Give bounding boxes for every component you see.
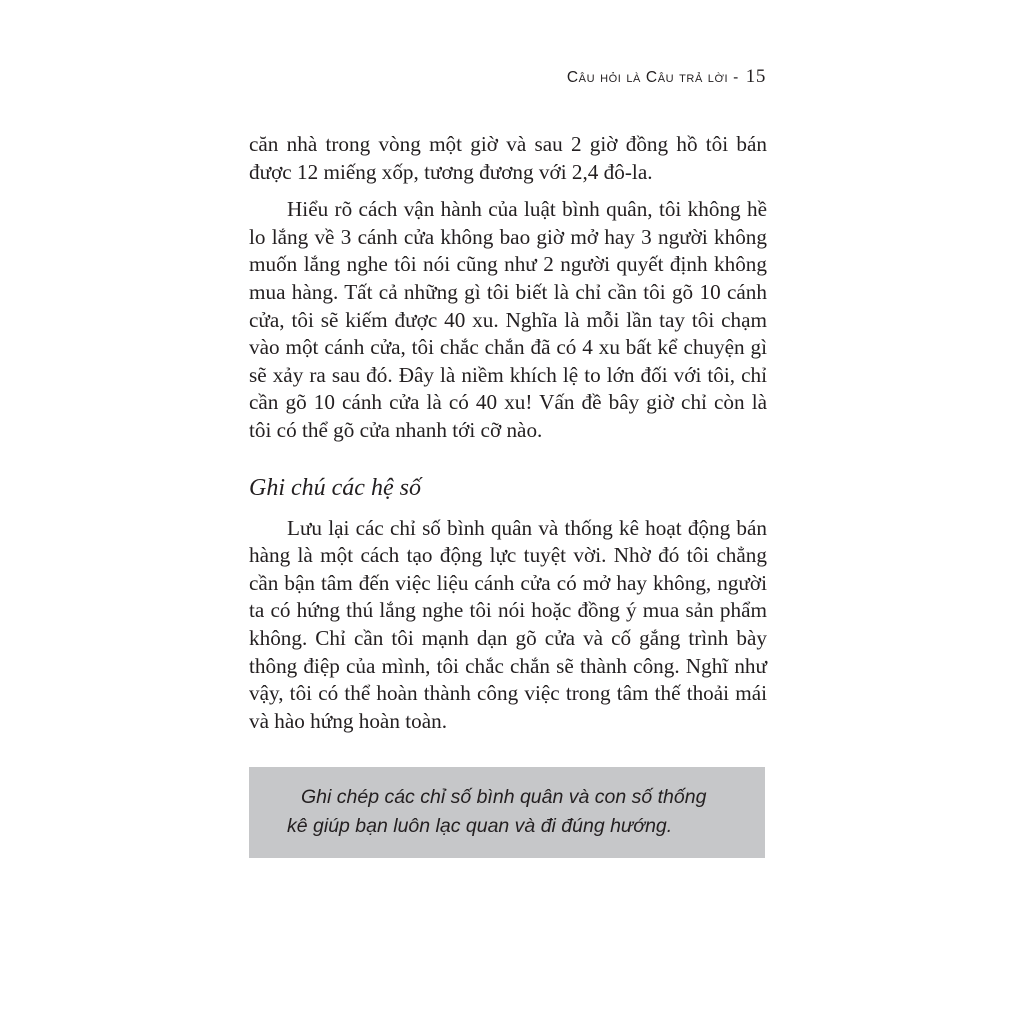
running-title: Câu hỏi là Câu trả lời xyxy=(566,69,729,86)
callout-line-1: Ghi chép các chỉ số bình quân và con số thống xyxy=(301,786,707,808)
section-heading: Ghi chú các hệ số xyxy=(249,474,421,501)
paragraph: Hiểu rõ cách vận hành của luật bình quân, tôi không hề lo lắng về 3 cánh cửa không bao giờ mở hay 3 người không muốn lắng nghe tôi nói cũng như 2 người quyết định không mua hàng. Tất cả những gì tôi biết là chỉ cần tôi gõ 10 cánh cửa, tôi sẽ kiếm được 40 xu. Nghĩa là mỗi lần tay tôi chạm vào một cánh cửa, tôi chắc chắn đã có 4 xu bất kể chuyện gì sẽ xảy ra sau đó. Đây là niềm khích lệ to lớn đối với tôi, chỉ cần gõ 10 cánh cửa là có 40 xu! Vấn đề bây giờ chỉ còn là tôi có thể gõ cửa nhanh tới cỡ nào. xyxy=(249,197,767,442)
paragraph: căn nhà trong vòng một giờ và sau 2 giờ đồng hồ tôi bán được 12 miếng xốp, tương đương với 2,4 đô-la. xyxy=(249,132,767,184)
callout-line-2: kê giúp bạn luôn lạc quan và đi đúng hướng. xyxy=(287,815,673,837)
page-number: 15 xyxy=(745,66,766,87)
header-separator: - xyxy=(733,69,739,86)
paragraph: Lưu lại các chỉ số bình quân và thống kê hoạt động bán hàng là một cách tạo động lực tuyệt vời. Nhờ đó tôi chẳng cần bận tâm đến việc liệu cánh cửa có mở hay không, người ta có hứng thú lắng nghe tôi nói hoặc đồng ý mua sản phẩm không. Chỉ cần tôi mạnh dạn gõ cửa và cố gắng trình bày thông điệp của mình, tôi chắc chắn sẽ thành công. Nghĩ như vậy, tôi có thể hoàn thành công việc trong tâm thế thoải mái và hào hứng hoàn toàn. xyxy=(249,515,767,733)
callout-box xyxy=(249,767,765,858)
body-text xyxy=(249,131,767,745)
running-header xyxy=(567,66,766,88)
